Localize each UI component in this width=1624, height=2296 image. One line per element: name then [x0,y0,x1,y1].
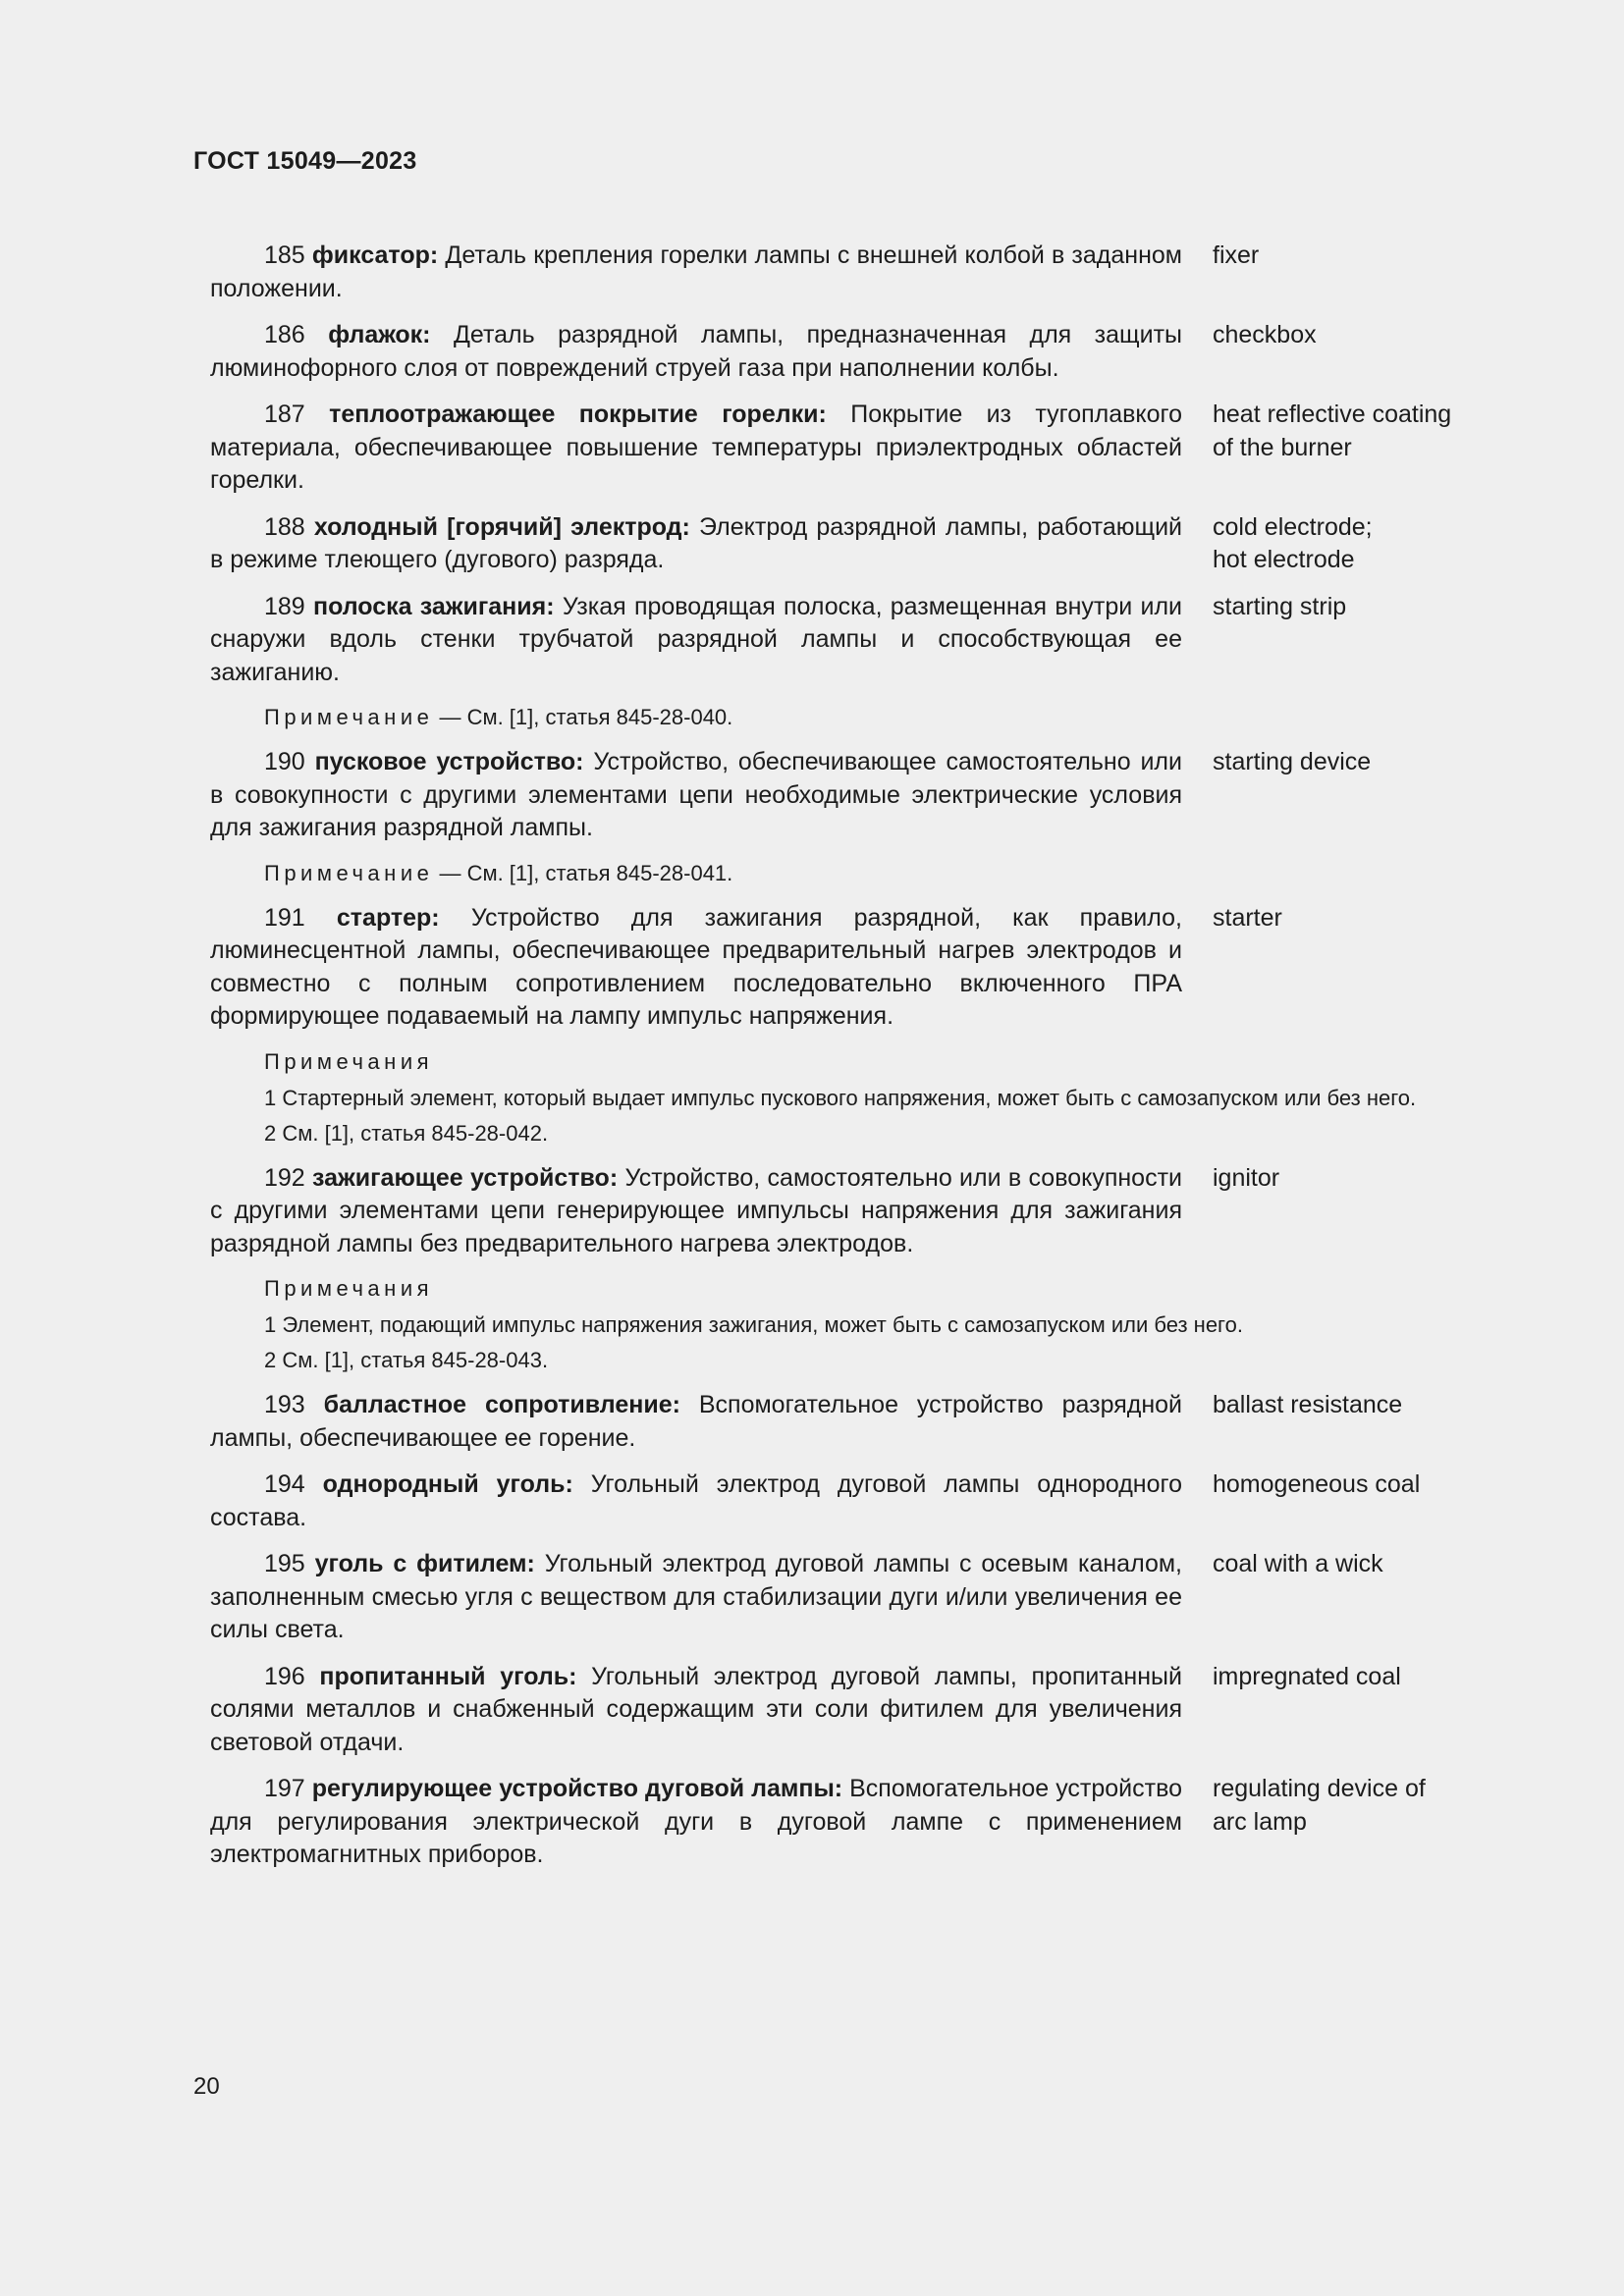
term-name: стартер: [336,903,440,932]
term-definition [210,1162,1182,1261]
english-equivalent-line: cold electrode; [1213,512,1373,541]
term-name: теплоотражающее покрытие горелки: [329,400,827,428]
term-number: 189 [264,592,305,620]
english-equivalent-line: arc lamp [1213,1807,1307,1836]
term-name: пропитанный уголь: [319,1662,577,1690]
term-name: уголь с фитилем: [314,1550,535,1577]
term-name: балластное сопротивление: [323,1391,680,1418]
term-number: 196 [264,1662,305,1690]
term-text: Угольный электрод дуговой лампы, пропитанный солями металлов и снабженный содержащим эти соли фитилем для увеличения световой отдачи. [210,1662,1182,1756]
term-english [1213,902,1496,935]
term-name: регулирующее устройство дуговой лампы: [311,1775,843,1802]
term-name: пусковое устройство: [314,748,584,775]
term-definition [210,319,1182,385]
english-equivalent-line: fixer [1213,241,1260,269]
term-definition [210,1389,1182,1455]
note-label: Примечание [264,860,434,885]
term-english [1213,511,1496,577]
term-number: 192 [264,1163,305,1192]
term-name: флажок: [328,321,431,348]
notes-heading [210,1047,1496,1077]
term-name: зажигающее устройство: [312,1163,619,1192]
term-english [1213,319,1496,352]
term-english [1213,591,1496,624]
term-english [1213,1389,1496,1422]
term-english [1213,399,1496,464]
notes-label: Примечания [264,1276,434,1301]
english-equivalent-line: impregnated coal [1213,1662,1401,1690]
term-name: полоска зажигания: [312,592,555,620]
term-number: 187 [264,400,305,428]
term-definition [210,1773,1182,1872]
term-entry [210,1389,1496,1455]
term-english [1213,1661,1496,1694]
note-item: 2 См. [1], статья 845-28-043. [264,1348,549,1372]
term-name: однородный уголь: [322,1470,573,1498]
english-equivalent-line: ignitor [1213,1163,1280,1192]
note-text: — См. [1], статья 845-28-041. [433,860,733,885]
term-english [1213,1773,1496,1839]
english-equivalent-line: heat reflective coating [1213,400,1452,428]
term-number: 191 [264,903,305,932]
term-english [1213,240,1496,273]
english-equivalent-line: checkbox [1213,321,1317,348]
english-equivalent-line: ballast resistance [1213,1391,1403,1418]
term-entry [210,746,1496,845]
english-equivalent-line: coal with a wick [1213,1550,1383,1577]
notes-heading [210,1274,1496,1304]
english-equivalent-line: homogeneous coal [1213,1470,1421,1498]
term-text: Устройство, самостоятельно или в совокупности с другими элементами цепи генерирующее импульсы напряжения для зажигания разрядной лампы без предварительного нагрева электродов. [210,1163,1182,1257]
term-text: Деталь крепления горелки лампы с внешней колбой в заданном положении. [210,241,1182,302]
term-definition [210,1468,1182,1534]
term-number: 195 [264,1550,305,1577]
note-item: 1 Стартерный элемент, который выдает импульс пускового напряжения, может быть с самозапуском или без него. [264,1085,1417,1110]
note-item: 1 Элемент, подающий импульс напряжения зажигания, может быть с самозапуском или без него. [264,1312,1243,1337]
term-text: Покрытие из тугоплавкого материала, обеспечивающее повышение температуры приэлектродных областей горелки. [210,400,1183,494]
term-english [1213,1162,1496,1196]
term-entry [210,1548,1496,1647]
term-text: Деталь разрядной лампы, предназначенная для защиты люминофорного слоя от повреждений струей газа при наполнении колбы. [210,321,1182,382]
term-text: Устройство, обеспечивающее самостоятельно или в совокупности с другими элементами цепи необходимые электрические условия для зажигания разрядной лампы. [210,748,1182,841]
term-entry [210,511,1496,577]
term-english [1213,746,1496,779]
term-text: Угольный электрод дуговой лампы однородного состава. [210,1470,1182,1531]
term-entry [210,1162,1496,1261]
term-definition [210,1548,1182,1647]
note-item: 2 См. [1], статья 845-28-042. [264,1120,549,1146]
term-entry [210,1661,1496,1760]
term-definition [210,399,1182,498]
page-number: 20 [193,2073,220,2100]
term-number: 193 [264,1391,305,1418]
term-definition [210,1661,1182,1760]
english-equivalent-line: starting device [1213,748,1372,775]
notes [210,1047,1496,1148]
notes-label: Примечания [264,1048,434,1074]
note [210,703,1496,732]
english-equivalent-line: of the burner [1213,433,1352,461]
term-english [1213,1548,1496,1581]
note [210,859,1496,888]
term-text: Вспомогательное устройство для регулирования электрической дуги в дуговой лампе с применением электромагнитных приборов. [210,1775,1182,1868]
term-name: фиксатор: [311,241,439,269]
document-header: ГОСТ 15049—2023 [193,147,417,175]
term-text: Устройство для зажигания разрядной, как правило, люминесцентной лампы, обеспечивающее предварительный нагрев электродов и совместно с полным сопротивлением последовательно включенного ПРА формирующее подаваемый на лампу импульс напряжения. [210,903,1182,1030]
term-text: Узкая проводящая полоска, размещенная внутри или снаружи вдоль стенки трубчатой разрядной лампы и способствующая ее зажиганию. [210,592,1182,686]
term-number: 190 [264,748,305,775]
term-number: 186 [264,321,305,348]
note-text: — См. [1], статья 845-28-040. [433,705,733,729]
term-entry [210,399,1496,498]
english-equivalent-line: regulating device of [1213,1775,1426,1802]
english-equivalent-line: hot electrode [1213,546,1355,573]
term-number: 194 [264,1470,305,1498]
term-entry [210,591,1496,690]
term-definition [210,240,1182,305]
english-equivalent-line: starter [1213,903,1282,932]
term-number: 197 [264,1775,305,1802]
terms-list [210,240,1496,1886]
english-equivalent-line: starting strip [1213,592,1347,620]
term-definition [210,511,1182,577]
term-number: 188 [264,512,305,541]
term-english [1213,1468,1496,1502]
note-line [210,703,1496,732]
term-text: Вспомогательное устройство разрядной лампы, обеспечивающее ее горение. [210,1391,1182,1452]
note-line [210,859,1496,888]
term-text: Угольный электрод дуговой лампы с осевым каналом, заполненным смесью угля с веществом для стабилизации дуги и/или увеличения ее силы света. [210,1550,1182,1643]
term-definition [210,746,1182,845]
term-definition [210,902,1182,1034]
term-entry [210,902,1496,1034]
term-entry [210,1773,1496,1872]
term-number: 185 [264,241,305,269]
term-definition [210,591,1182,690]
term-name: холодный [горячий] электрод: [313,512,690,541]
term-entry [210,240,1496,305]
term-text: Электрод разрядной лампы, работающий в режиме тлеющего (дугового) разряда. [210,512,1182,573]
term-entry [210,1468,1496,1534]
notes [210,1274,1496,1375]
term-entry [210,319,1496,385]
note-label: Примечание [264,705,434,729]
